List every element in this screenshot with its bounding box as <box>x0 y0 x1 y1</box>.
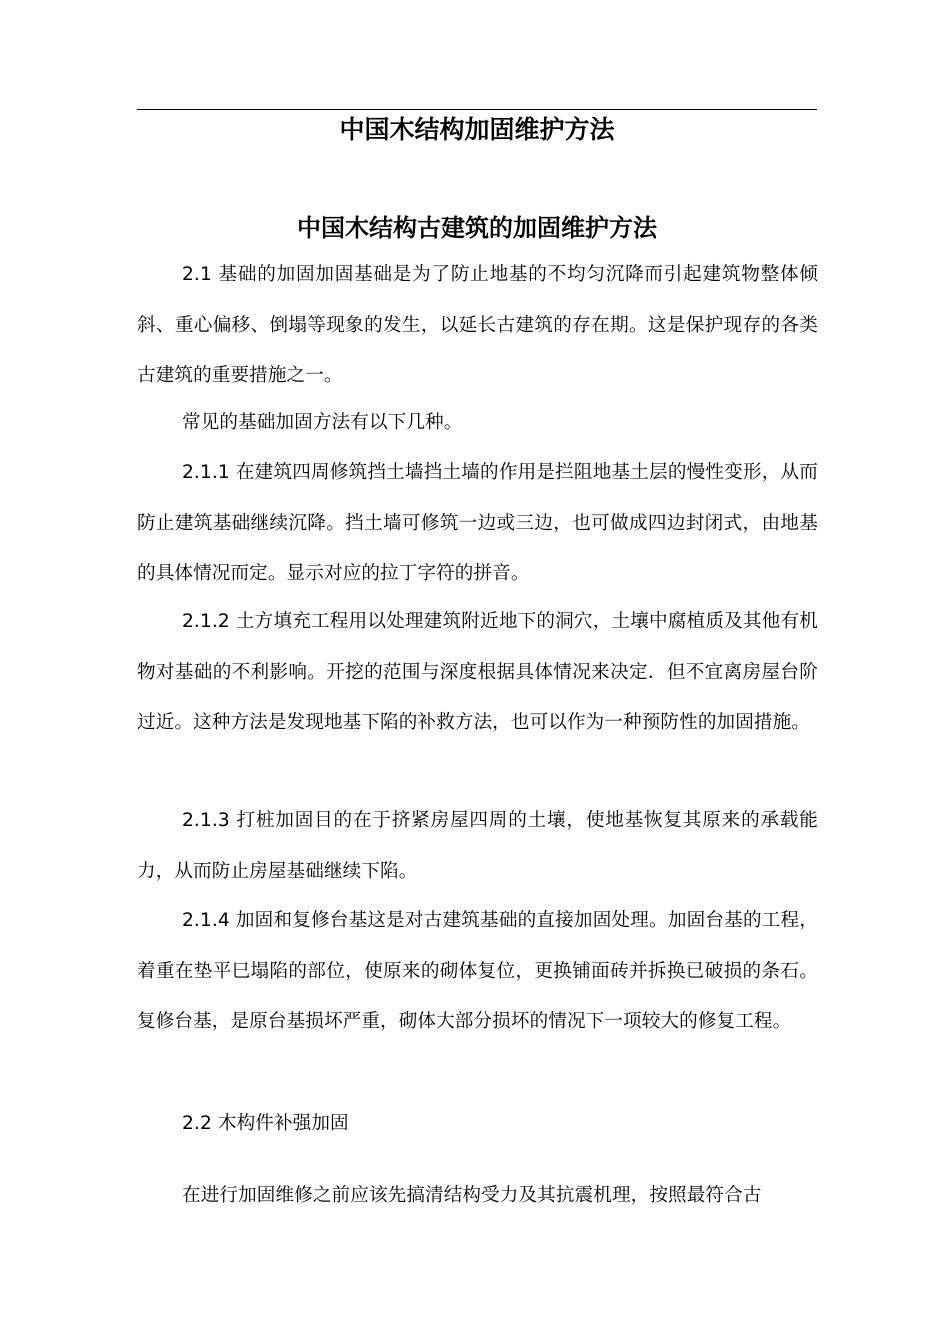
paragraph-2-2-body: 在进行加固维修之前应该先搞清结构受力及其抗震机理，按照最符合古 <box>182 1185 762 1206</box>
paragraph-methods-intro: 常见的基础加固方法有以下几种。 <box>182 412 463 433</box>
paragraph-2-1-1: 2.1.1 在建筑四周修筑挡土墙挡土墙的作用是拦阻地基土层的慢性变形，从而防止建筑基础继续沉降。挡土墙可修筑一边或三边，也可做成四边封闭式，由地基的具体情况而定。显示对应的拉丁字符的拼音。 <box>137 462 818 584</box>
paragraph-2-1-4: 2.1.4 加固和复修台基这是对古建筑基础的直接加固处理。加固台基的工程，着重在垫平巳塌陷的部位，使原来的砌体复位，更换铺面砖并拆换已破损的条石。复修台基，是原台基损坏严重，砌体大部分损坏的情况下一项较大的修复工程。 <box>137 910 818 1032</box>
section-heading: 中国木结构古建筑的加固维护方法 <box>297 214 657 242</box>
header-rule <box>137 109 817 110</box>
paragraph-2-1-3: 2.1.3 打桩加固目的在于挤紧房屋四周的土壤，使地基恢复其原来的承载能力，从而防止房屋基础继续下陷。 <box>137 810 818 882</box>
paragraph-2-2-heading: 2.2 木构件补强加固 <box>182 1113 349 1134</box>
paragraph-2-1-2: 2.1.2 土方填充工程用以处理建筑附近地下的洞穴，土壤中腐植质及其他有机物对基础的不利影响。开挖的范围与深度根据具体情况来决定．但不宜离房屋台阶过近。这种方法是发现地基下陷的补救方法，也可以作为一种预防性的加固措施。 <box>137 611 818 733</box>
document-title: 中国木结构加固维护方法 <box>339 115 615 144</box>
paragraph-2-1: 2.1 基础的加固加固基础是为了防止地基的不均匀沉降而引起建筑物整体倾斜、重心偏移、倒塌等现象的发生，以延长古建筑的存在期。这是保护现存的各类古建筑的重要措施之一。 <box>137 264 818 386</box>
